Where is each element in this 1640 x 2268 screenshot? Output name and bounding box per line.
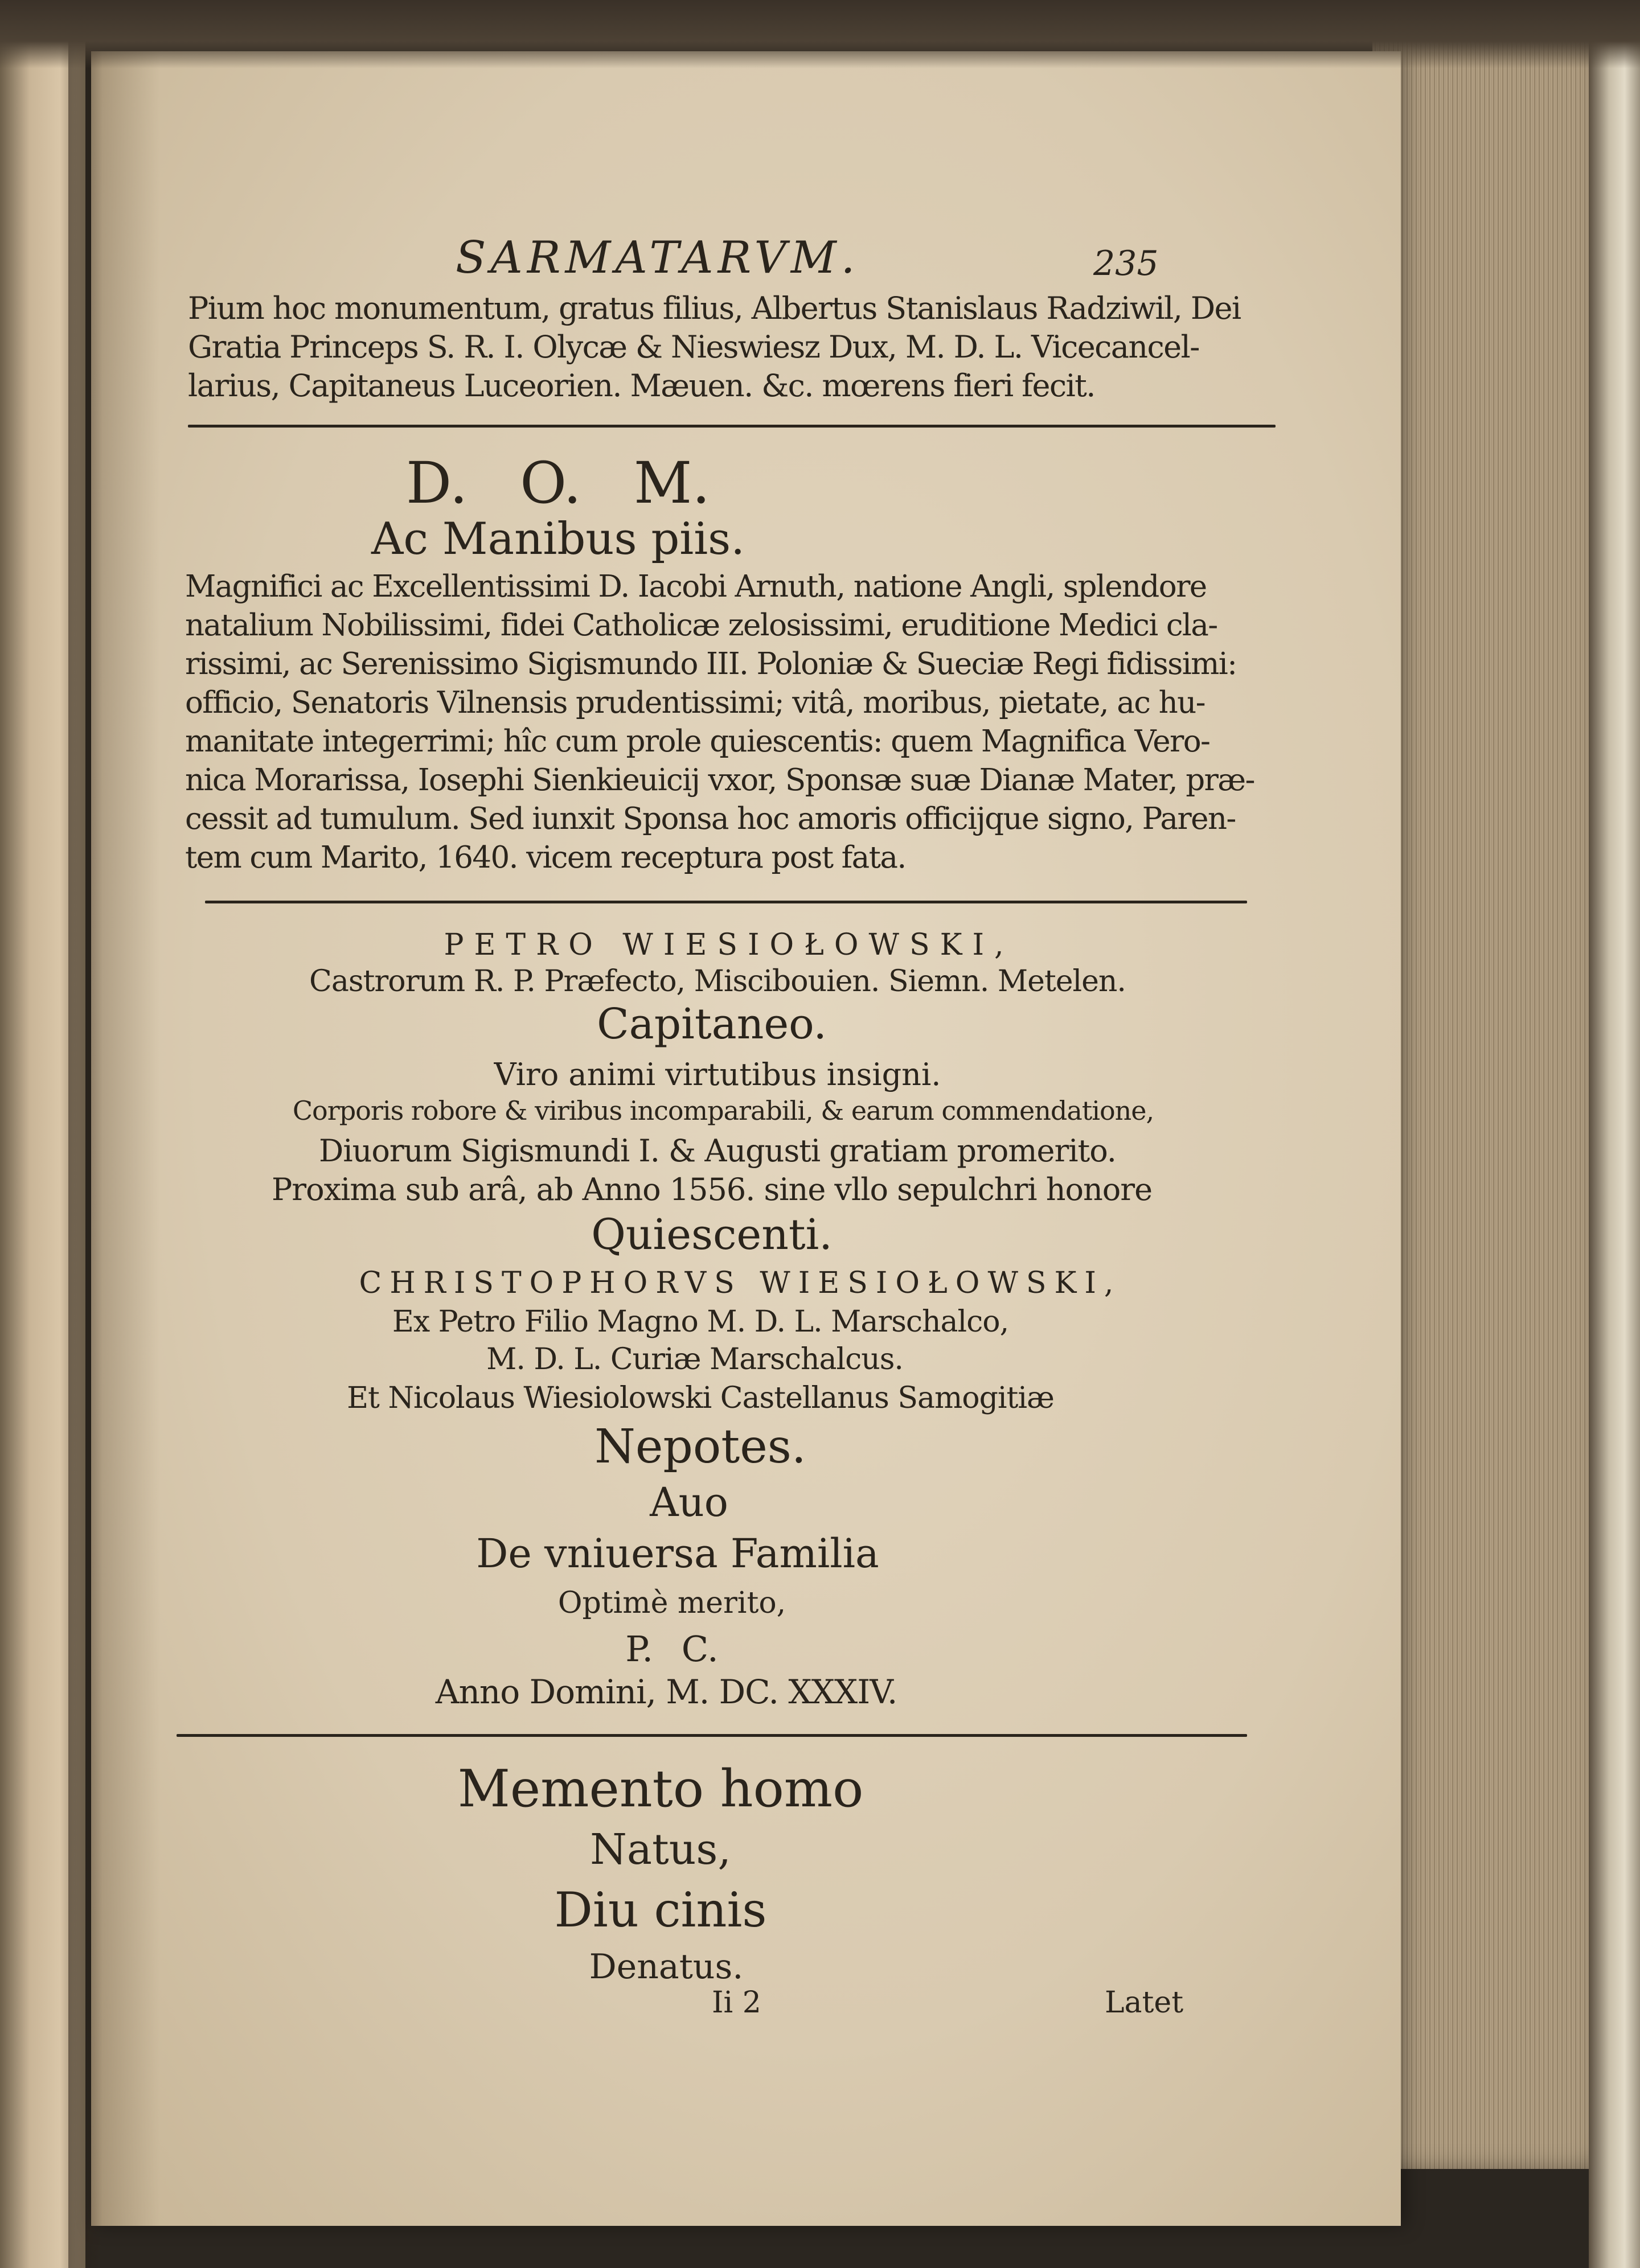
epitaph-2-line-6: nica Morarissa, Iosephi Sienkieuicij vxor, Sponsæ suæ Dianæ Mater, præ- xyxy=(185,763,1254,798)
epitaph-3-line-13: Nepotes. xyxy=(594,1420,806,1474)
epitaph-3-line-4: Viro animi virtutibus insigni. xyxy=(494,1057,941,1092)
epitaph-4-line-1: Memento homo xyxy=(457,1759,864,1819)
epitaph-3-line-3: Capitaneo. xyxy=(597,1000,827,1049)
epitaph-2-line-4: officio, Senatoris Vilnensis prudentissimi; vitâ, moribus, pietate, ac hu- xyxy=(185,685,1205,720)
running-title: SARMATARVM. xyxy=(456,232,860,284)
epitaph-3-line-17: P. C. xyxy=(625,1628,719,1670)
top-binding-shadow xyxy=(0,0,1640,68)
epitaph-2-line-8: tem cum Marito, 1640. vicem receptura post fata. xyxy=(185,840,906,875)
signature-mark: Ii 2 xyxy=(712,1986,761,2020)
epitaph-1-line-1: Pium hoc monumentum, gratus filius, Albertus Stanislaus Radziwil, Dei xyxy=(188,290,1241,326)
epitaph-4-line-3: Diu cinis xyxy=(554,1882,767,1938)
epitaph-1-line-2: Gratia Princeps S. R. I. Olycæ & Nieswiesz Dux, M. D. L. Vicecancel- xyxy=(188,329,1199,365)
epitaph-2-line-3: rissimi, ac Serenissimo Sigismundo III. Poloniæ & Sueciæ Regi fidissimi: xyxy=(185,647,1237,681)
epitaph-3-line-10: Ex Petro Filio Magno M. D. L. Marschalco, xyxy=(392,1305,1009,1339)
separator-rule-3 xyxy=(177,1734,1247,1737)
epitaph-1-line-3: larius, Capitaneus Luceorien. Mæuen. &c. mœrens fieri fecit. xyxy=(188,368,1095,404)
page-stack-edges xyxy=(1372,40,1612,2169)
epitaph-3-line-16: Optimè merito, xyxy=(557,1586,786,1620)
book-page xyxy=(91,51,1401,2226)
epitaph-4-line-2: Natus, xyxy=(590,1825,731,1874)
epitaph-3-line-1: PETRO WIESIOŁOWSKI, xyxy=(444,928,1014,962)
separator-rule-2 xyxy=(205,901,1247,903)
epitaph-3-line-14: Auo xyxy=(650,1479,728,1526)
epitaph-3-line-11: M. D. L. Curiæ Marschalcus. xyxy=(486,1342,903,1377)
epitaph-2-heading: D. O. M. xyxy=(405,450,711,516)
separator-rule-1 xyxy=(188,425,1276,428)
spine-shadow xyxy=(68,0,102,2268)
epitaph-3-line-6: Diuorum Sigismundi I. & Augusti gratiam promerito. xyxy=(319,1133,1116,1169)
epitaph-2-subheading: Ac Manibus piis. xyxy=(371,513,745,565)
epitaph-3-line-18: Anno Domini, M. DC. XXXIV. xyxy=(435,1673,897,1711)
catchword: Latet xyxy=(1105,1986,1184,2020)
epitaph-3-line-8: Quiescenti. xyxy=(591,1210,833,1259)
epitaph-3-line-7: Proxima sub arâ, ab Anno 1556. sine vllo sepulchri honore xyxy=(271,1172,1153,1207)
epitaph-3-line-2: Castrorum R. P. Præfecto, Miscibouien. Siemn. Metelen. xyxy=(309,964,1126,999)
epitaph-2-line-2: natalium Nobilissimi, fidei Catholicæ zelosissimi, eruditione Medici cla- xyxy=(185,608,1217,643)
epitaph-4-line-4: Denatus. xyxy=(589,1947,744,1987)
epitaph-3-line-12: Et Nicolaus Wiesiolowski Castellanus Samogitiæ xyxy=(347,1381,1054,1415)
book-cover-edge xyxy=(1589,0,1640,2268)
epitaph-3-line-9: CHRISTOPHORVS WIESIOŁOWSKI, xyxy=(359,1266,1122,1300)
epitaph-2-line-5: manitate integerrimi; hîc cum prole quiescentis: quem Magnifica Vero- xyxy=(185,724,1210,759)
epitaph-3-line-15: De vniuersa Familia xyxy=(476,1530,879,1577)
epitaph-2-line-1: Magnifici ac Excellentissimi D. Iacobi Arnuth, natione Angli, splendore xyxy=(185,569,1207,604)
page-number: 235 xyxy=(1093,244,1159,284)
epitaph-2-line-7: cessit ad tumulum. Sed iunxit Sponsa hoc amoris officijque signo, Paren- xyxy=(185,802,1236,836)
epitaph-3-line-5: Corporis robore & viribus incomparabili, & earum commendatione, xyxy=(292,1095,1154,1126)
